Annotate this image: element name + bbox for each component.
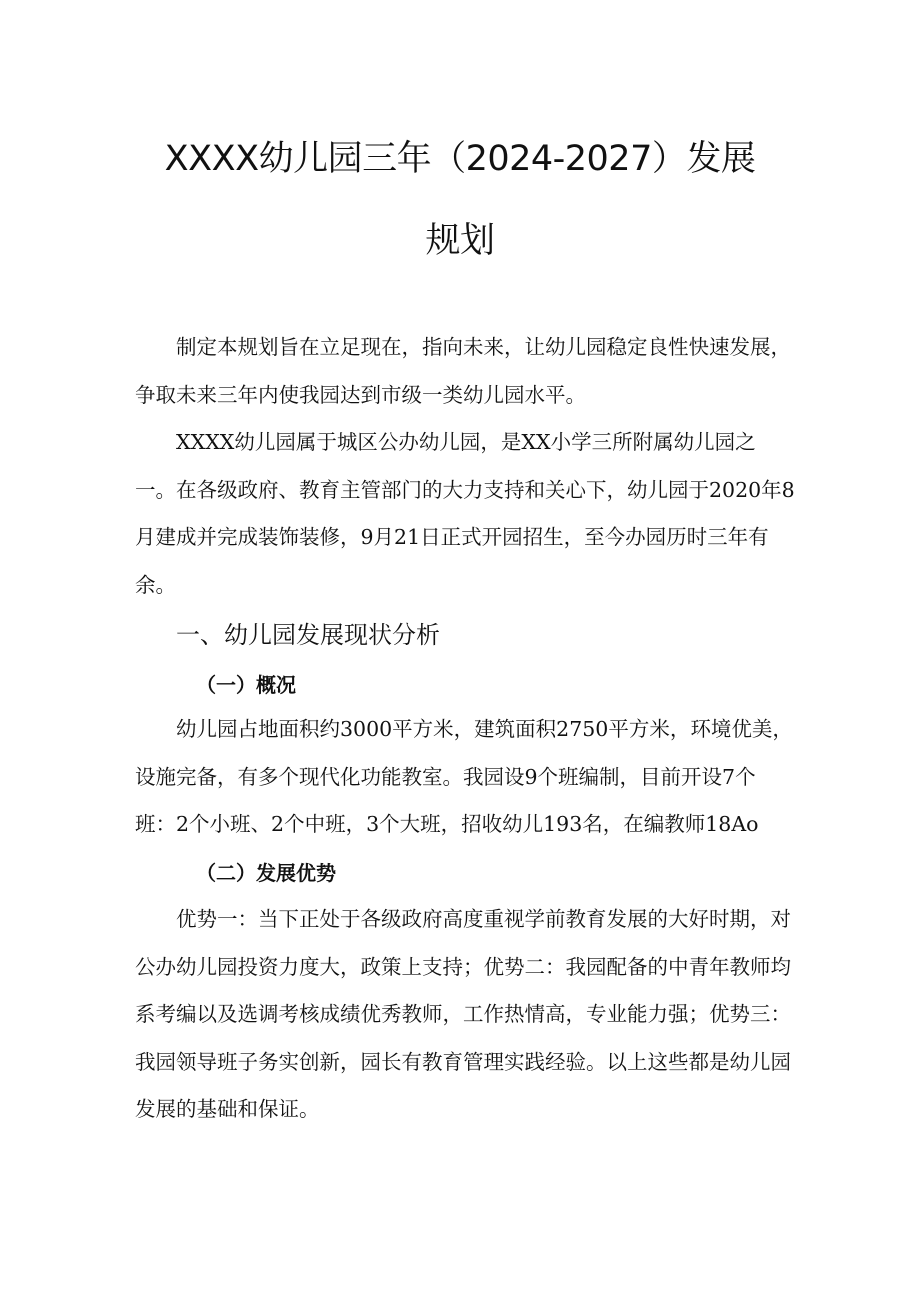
subsection-heading-advantages: （二）发展优势 (196, 861, 336, 885)
section-heading-status-analysis: 一、幼儿园发展现状分析 (176, 621, 440, 649)
document-title-line-1: XXXX幼儿园三年（2024-2027）发展 (164, 139, 756, 179)
intro-paragraph: 制定本规划旨在立足现在，指向未来，让幼儿园稳定良性快速发展，争取未来三年内使我园达到市级一类幼儿园水平。 (135, 335, 791, 407)
document-title-line-2: 规划 (425, 221, 495, 261)
background-paragraph: XXXX幼儿园属于城区公办幼儿园，是XX小学三所附属幼儿园之一。在各级政府、教育主管部门的大力支持和关心下，幼儿园于2020年8月建成并完成装饰装修，9月21日正式开园招生，至今办园历时三年有余。 (135, 430, 795, 597)
overview-paragraph: 幼儿园占地面积约3000平方米，建筑面积2750平方米，环境优美，设施完备，有多个现代化功能教室。我园设9个班编制，目前开设7个班：2个小班、2个中班，3个大班，招收幼儿193名，在编教师18Ao (135, 717, 793, 836)
advantages-paragraph: 优势一：当下正处于各级政府高度重视学前教育发展的大好时期，对公办幼儿园投资力度大，政策上支持；优势二：我园配备的中青年教师均系考编以及选调考核成绩优秀教师，工作热情高，专业能力强；优势三：我园领导班子务实创新，园长有教育管理实践经验。以上这些都是幼儿园发展的基础和保证。 (135, 907, 791, 1121)
subsection-heading-overview: （一）概况 (196, 673, 296, 697)
